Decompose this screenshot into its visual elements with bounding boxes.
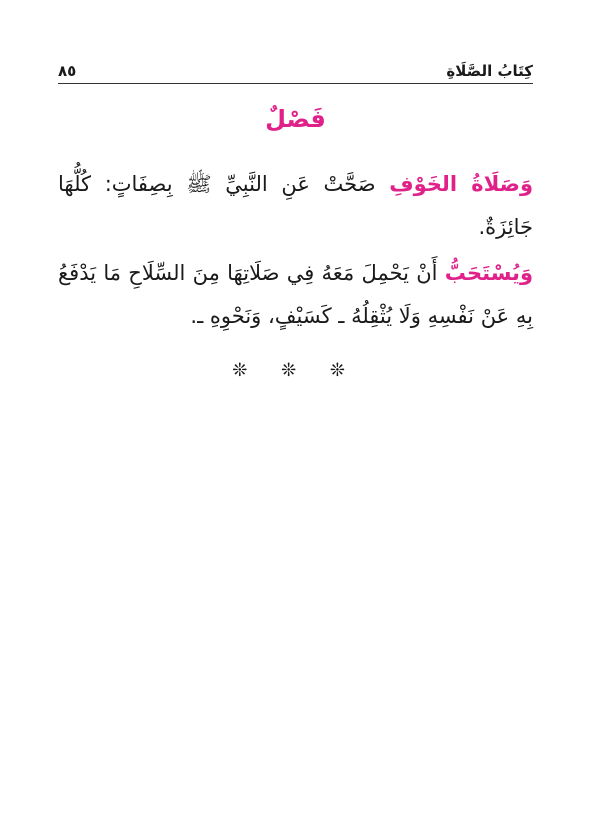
paragraph-text: صَحَّتْ عَنِ النَّبِيِّ ﷺ بِصِفَاتٍ: كُلُّهَا جَائِزَةٌ. <box>58 172 533 239</box>
paragraph-lead-word: وَصَلَاةُ الخَوْفِ <box>389 172 533 196</box>
page-header <box>58 58 533 84</box>
page-number: ٨٥ <box>58 62 77 80</box>
running-title: كِتَابُ الصَّلَاةِ <box>446 62 533 80</box>
section-separator: ❊ ❊ ❊ <box>232 360 359 381</box>
paragraph-lead-word: وَيُسْتَحَبُّ <box>444 261 533 285</box>
paragraph-carrying-weapon <box>58 252 533 338</box>
paragraph-text: أَنْ يَحْمِلَ مَعَهُ فِي صَلَاتِهَا مِنَ السِّلَاحِ مَا يَدْفَعُ بِهِ عَنْ نَفْسِهِ وَلَا يُثْقِلُهُ ـ كَسَيْفٍ، وَنَحْوِهِ ـ. <box>58 261 533 328</box>
paragraph-salat-al-khawf <box>58 163 533 249</box>
section-heading: فَصْلٌ <box>265 105 326 133</box>
